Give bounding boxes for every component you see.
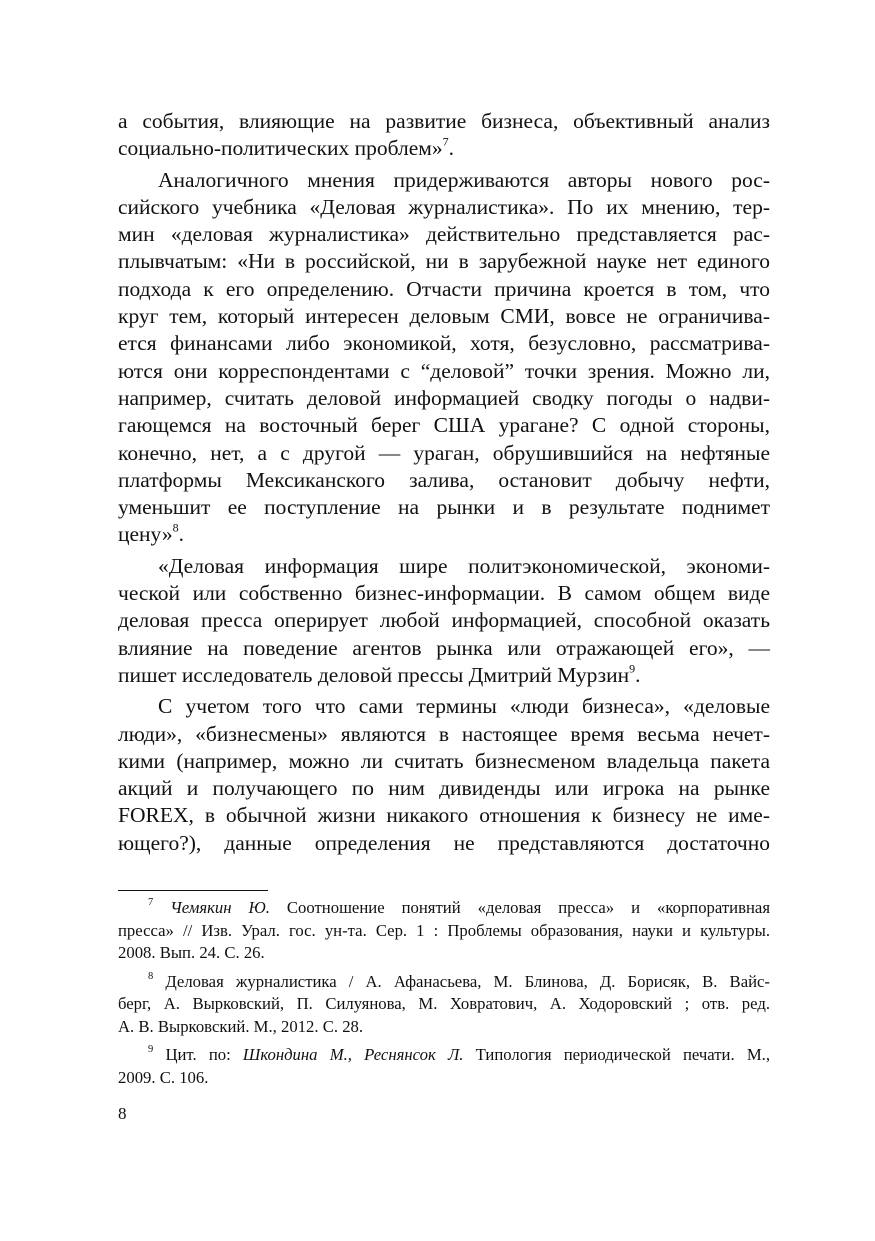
text-line: кими (например, можно ли считать бизнесменом владельца пакета	[118, 748, 770, 773]
text-line: FOREX, в обычной жизни никакого отношения к бизнесу не име-	[118, 803, 770, 828]
text-line: С учетом того что сами термины «люди бизнеса», «деловые	[158, 694, 770, 719]
footnote-line: А. В. Вырковский. М., 2012. С. 28.	[118, 1016, 364, 1036]
footnote-line: берг, А. Вырковский, П. Силуянова, М. Ховратович, А. Ходоровский ; отв. ред.	[118, 994, 770, 1013]
text-line: ческой или собственно бизнес-информации. В самом общем виде	[118, 581, 770, 606]
text-line: акций и получающего по ним дивиденды или игрока на рынке	[118, 776, 770, 801]
text-line: конечно, нет, а с другой — ураган, обрушившийся на нефтяные	[118, 440, 770, 465]
text-line: мин «деловая журналистика» действительно представляется рас-	[118, 222, 770, 247]
footnote-8	[118, 971, 770, 1039]
footnote-ref-8[interactable]: 8	[172, 520, 179, 535]
text-line: гающемся на восточный берег США урагане? С одной стороны,	[118, 413, 770, 438]
footnote-divider	[118, 890, 268, 891]
paragraph-2	[118, 167, 770, 549]
text-line: подхода к его определению. Отчасти причина кроется в том, что	[118, 276, 770, 301]
footnotes	[118, 897, 770, 1089]
text-line: круг тем, который интересен деловым СМИ, вовсе не ограничива-	[118, 304, 770, 329]
main-text	[118, 108, 770, 857]
footnote-line: 2008. Вып. 24. С. 26.	[118, 943, 265, 962]
text-line: Аналогичного мнения придерживаются авторы нового рос-	[158, 167, 770, 192]
text-line: ется финансами либо экономикой, хотя, безусловно, рассматрива-	[118, 331, 770, 356]
footnote-author: Чемякин Ю.	[170, 898, 270, 917]
text-line: «Деловая информация шире политэкономической, экономи-	[158, 553, 770, 578]
text-line: деловая пресса оперирует любой информацией, способной оказать	[118, 608, 770, 633]
text-line: цену»$^8$.	[118, 520, 184, 547]
text-line: сийского учебника «Деловая журналистика». По их мнению, тер-	[118, 194, 770, 219]
footnote-ref-7[interactable]: 7	[442, 134, 449, 149]
footnote-author: Шкондина М., Реснянсок Л.	[242, 1045, 464, 1064]
text-line: социально-политических проблем»$^7$.	[118, 134, 455, 161]
footnote-line: $^7$ Чемякин Ю. Соотношение понятий «деловая пресса» и «корпоративная	[148, 897, 770, 917]
text-line: ются они корреспондентами с “деловой” точки зрения. Можно ли,	[118, 358, 770, 383]
text-line: пишет исследователь деловой прессы Дмитрий Мурзин$^9$.	[118, 661, 641, 687]
text-line: уменьшит ее поступление на рынки и в результате поднимет	[118, 495, 770, 520]
footnote-line: пресса» // Изв. Урал. гос. ун-та. Сер. 1 : Проблемы образования, науки и культуры.	[118, 920, 770, 940]
text-line: а события, влияющие на развитие бизнеса, объективный анализ	[118, 109, 770, 133]
text-line: плывчатым: «Ни в российской, ни в зарубежной науке нет единого	[118, 249, 770, 274]
footnote-7	[118, 897, 770, 965]
text-line: например, считать деловой информацией сводку погоды о надви-	[118, 385, 770, 410]
footnote-line: 2009. С. 106.	[118, 1067, 209, 1087]
footnote-line: $^8$ Деловая журналистика / А. Афанасьева, М. Блинова, Д. Борисяк, В. Вайс-	[148, 970, 770, 991]
footnote-ref-9[interactable]: 9	[629, 661, 636, 676]
footnote-line: $^9$ Цит. по: Шкондина М., Реснянсок Л. Типология периодической печати. М.,	[148, 1044, 770, 1064]
paragraph-3	[118, 553, 770, 689]
page-number: 8	[118, 1104, 127, 1123]
text-line: платформы Мексиканского залива, остановит добычу нефти,	[118, 467, 770, 492]
text-line: люди», «бизнесмены» являются в настоящее время весьма нечет-	[118, 721, 770, 746]
text-line: влияние на поведение агентов рынка или отражающей его», —	[118, 635, 770, 660]
text-line: ющего?), данные определения не представляются достаточно	[118, 830, 770, 855]
paragraph-1	[118, 108, 770, 163]
paragraph-4	[118, 693, 770, 857]
footnote-9	[118, 1044, 770, 1089]
